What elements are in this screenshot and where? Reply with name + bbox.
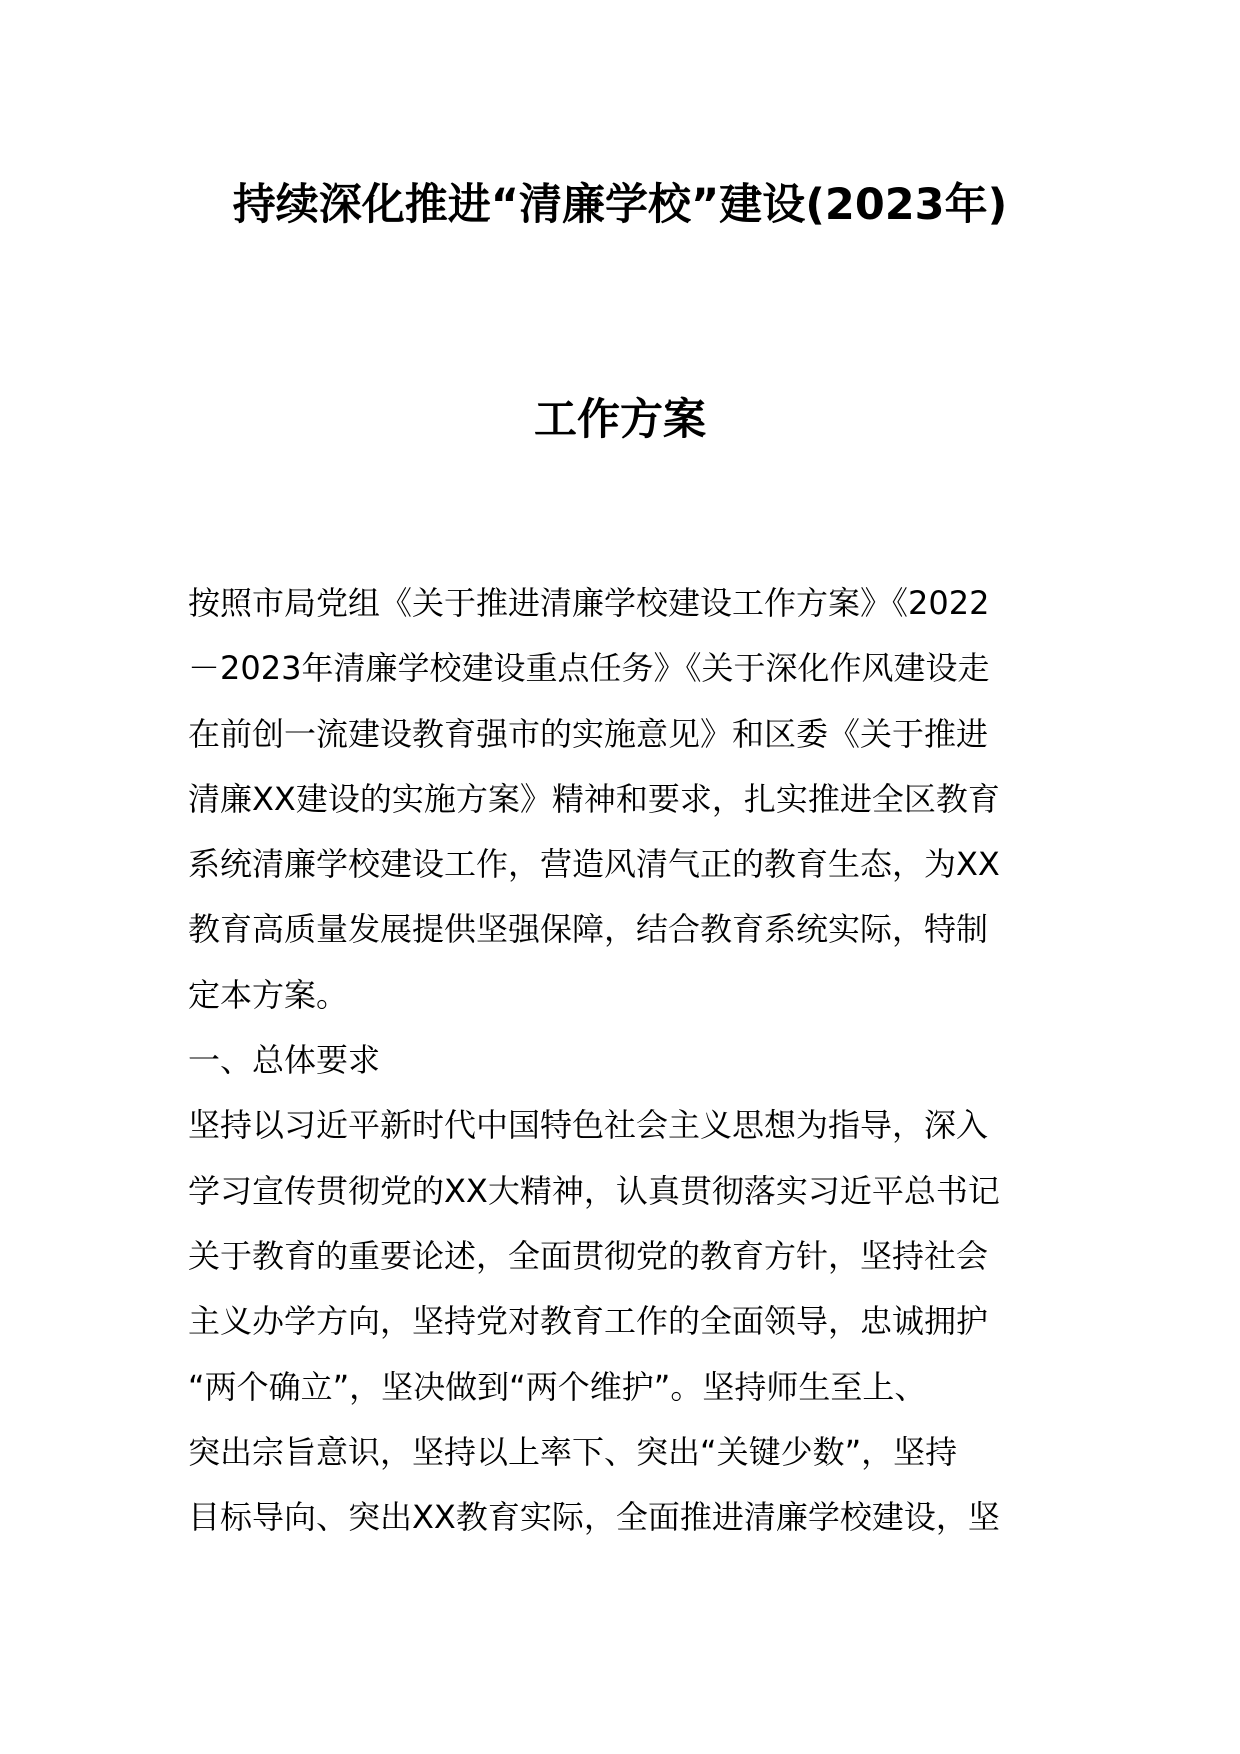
body-line: 突出宗旨意识，坚持以上率下、突出“关键少数”，坚持 xyxy=(188,1432,958,1471)
body-line: 坚持以习近平新时代中国特色社会主义思想为指导，深入 xyxy=(188,1106,989,1145)
body-line: “两个确立”，坚决做到“两个维护”。坚持师生至上、 xyxy=(188,1367,927,1406)
section-heading: 一、总体要求 xyxy=(188,1041,381,1080)
body-line: 关于教育的重要论述，全面贯彻党的教育方针，坚持社会 xyxy=(188,1236,989,1275)
document-title: 持续深化推进“清廉学校”建设(2023年) xyxy=(232,180,1008,230)
body-line: 目标导向、突出XX教育实际，全面推进清廉学校建设，坚 xyxy=(188,1498,1000,1537)
body-line: 定本方案。 xyxy=(188,975,349,1014)
body-line: －2023年清廉学校建设重点任务》《关于深化作风建设走 xyxy=(188,649,990,688)
document-subtitle: 工作方案 xyxy=(534,395,706,445)
body-line: 清廉XX建设的实施方案》精神和要求，扎实推进全区教育 xyxy=(188,779,1000,818)
body-line: 教育高质量发展提供坚强保障，结合教育系统实际，特制 xyxy=(188,910,989,949)
body-line: 在前创一流建设教育强市的实施意见》和区委《关于推进 xyxy=(188,714,989,753)
document-body xyxy=(188,571,1058,1550)
body-line: 系统清廉学校建设工作，营造风清气正的教育生态，为XX xyxy=(188,845,1000,884)
body-line: 按照市局党组《关于推进清廉学校建设工作方案》《2022 xyxy=(188,584,990,622)
body-line: 学习宣传贯彻党的XX大精神，认真贯彻落实习近平总书记 xyxy=(188,1171,1000,1210)
body-line: 主义办学方向，坚持党对教育工作的全面领导，忠诚拥护 xyxy=(188,1302,989,1341)
